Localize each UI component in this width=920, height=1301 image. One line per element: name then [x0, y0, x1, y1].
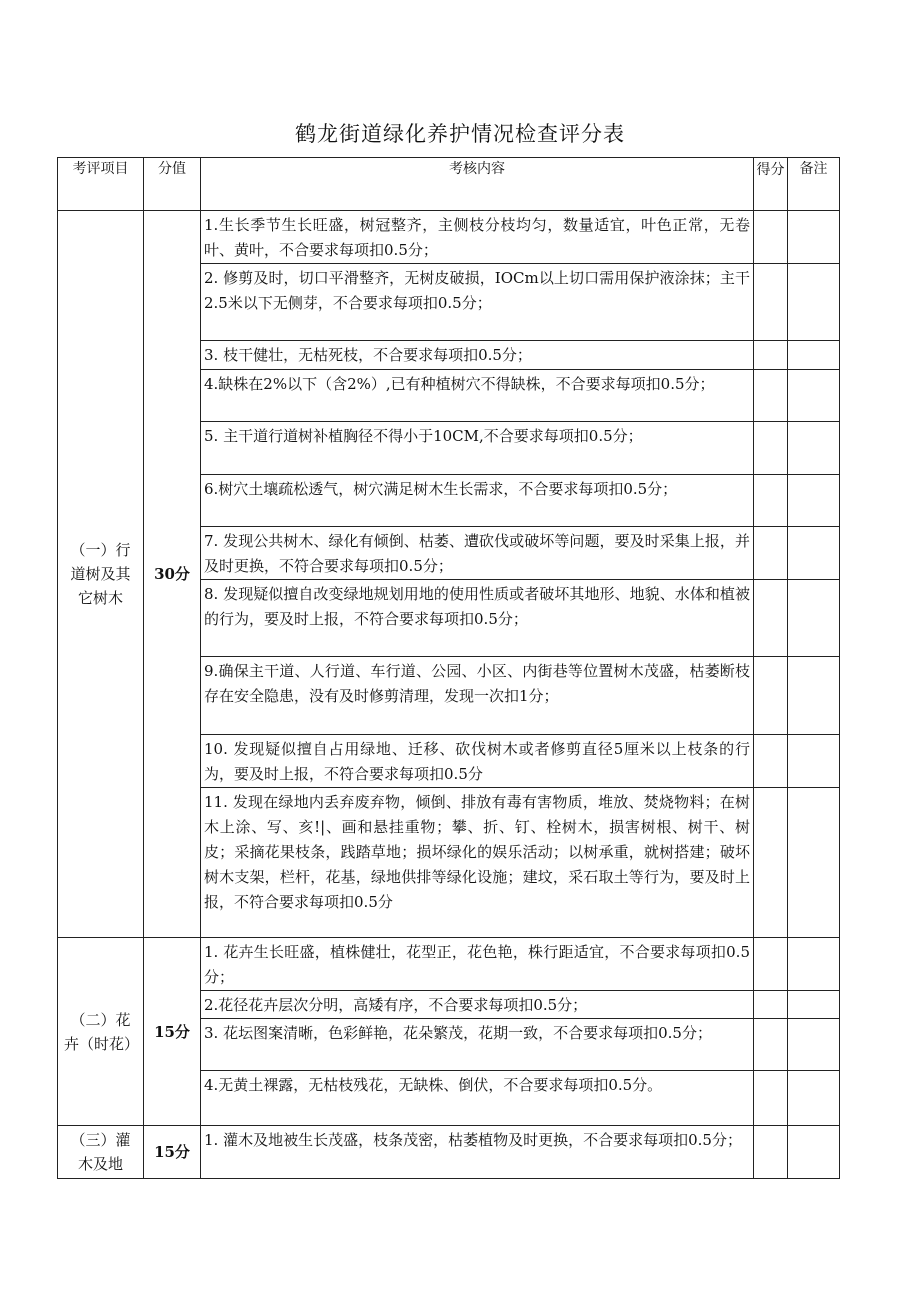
- table-row: [58, 1126, 840, 1179]
- item-content: 4.缺株在2%以下（含2%）,已有种植树穴不得缺株，不合要求每项扣0.5分；: [201, 370, 754, 422]
- note-cell[interactable]: [788, 370, 840, 422]
- score-cell[interactable]: [754, 735, 788, 788]
- score-cell[interactable]: [754, 527, 788, 580]
- score-cell[interactable]: [754, 422, 788, 475]
- item-content: 3. 花坛图案清晰，色彩鲜艳，花朵繁茂，花期一致，不合要求每项扣0.5分；: [201, 1019, 754, 1071]
- table-row: [58, 938, 840, 991]
- note-cell[interactable]: [788, 1019, 840, 1071]
- note-cell[interactable]: [788, 341, 840, 370]
- item-content: 1.生长季节生长旺盛，树冠整齐，主侧枝分枝均匀，数量适宜，叶色正常，无卷叶、黄叶，不合要求每项扣0.5分；: [201, 211, 754, 264]
- score-cell[interactable]: [754, 264, 788, 341]
- score-cell[interactable]: [754, 788, 788, 938]
- score-cell[interactable]: [754, 211, 788, 264]
- note-cell[interactable]: [788, 788, 840, 938]
- score-cell[interactable]: [754, 657, 788, 735]
- score-cell[interactable]: [754, 341, 788, 370]
- score-cell[interactable]: [754, 1126, 788, 1179]
- section-category: （一）行道树及其它树木: [58, 211, 144, 938]
- note-cell[interactable]: [788, 211, 840, 264]
- section-category: （三）灌木及地: [58, 1126, 144, 1179]
- header-content: 考核内容: [201, 158, 754, 211]
- note-cell[interactable]: [788, 580, 840, 657]
- table-row: [58, 211, 840, 264]
- item-content: 3. 枝干健壮，无枯死枝，不合要求每项扣0.5分；: [201, 341, 754, 370]
- score-cell[interactable]: [754, 938, 788, 991]
- note-cell[interactable]: [788, 527, 840, 580]
- item-content: 5. 主干道行道树补植胸径不得小于10CM,不合要求每项扣0.5分；: [201, 422, 754, 475]
- score-cell[interactable]: [754, 370, 788, 422]
- score-table: [57, 157, 840, 1179]
- item-content: 6.树穴土壤疏松透气，树穴满足树木生长需求，不合要求每项扣0.5分；: [201, 475, 754, 527]
- header-note: 备注: [788, 158, 840, 211]
- section-category: （二）花卉（时花）: [58, 938, 144, 1126]
- item-content: 1. 花卉生长旺盛，植株健壮，花型正，花色艳，株行距适宜，不合要求每项扣0.5分；: [201, 938, 754, 991]
- note-cell[interactable]: [788, 991, 840, 1019]
- score-cell[interactable]: [754, 475, 788, 527]
- item-content: 9.确保主干道、人行道、车行道、公园、小区、内街巷等位置树木茂盛，枯萎断枝存在安全隐患，没有及时修剪清理，发现一次扣1分；: [201, 657, 754, 735]
- header-category: 考评项目: [58, 158, 144, 211]
- score-cell[interactable]: [754, 991, 788, 1019]
- item-content: 7. 发现公共树木、绿化有倾倒、枯萎、遭砍伐或破坏等问题，要及时采集上报，并及时更换，不符合要求每项扣0.5分；: [201, 527, 754, 580]
- section-value: 30分: [144, 211, 201, 938]
- item-content: 11. 发现在绿地内丢弃废弃物，倾倒、排放有毒有害物质，堆放、焚烧物料；在树木上涂、写、亥!|、画和悬挂重物；攀、折、钉、栓树木，损害树根、树干、树皮；采摘花果枝条，践踏草地；损坏绿化的娱乐活动；以树承重，就树搭建；破坏树木支架，栏杆，花基，绿地供排等绿化设施；建坟，采石取土等行为，要及时上报，不符合要求每项扣0.5分: [201, 788, 754, 938]
- section-value: 15分: [144, 938, 201, 1126]
- header-row: [58, 158, 840, 211]
- note-cell[interactable]: [788, 938, 840, 991]
- page-title: 鹤龙街道绿化养护情况检查评分表: [295, 122, 625, 146]
- note-cell[interactable]: [788, 1071, 840, 1126]
- note-cell[interactable]: [788, 264, 840, 341]
- note-cell[interactable]: [788, 422, 840, 475]
- section-value: 15分: [144, 1126, 201, 1179]
- header-score: 得分: [754, 158, 788, 211]
- item-content: 10. 发现疑似擅自占用绿地、迁移、砍伐树木或者修剪直径5厘米以上枝条的行为，要及时上报，不符合要求每项扣0.5分: [201, 735, 754, 788]
- note-cell[interactable]: [788, 1126, 840, 1179]
- score-cell[interactable]: [754, 1071, 788, 1126]
- score-cell[interactable]: [754, 1019, 788, 1071]
- header-value: 分值: [144, 158, 201, 211]
- note-cell[interactable]: [788, 735, 840, 788]
- note-cell[interactable]: [788, 657, 840, 735]
- item-content: 4.无黄土裸露，无枯枝残花，无缺株、倒伏，不合要求每项扣0.5分。: [201, 1071, 754, 1126]
- item-content: 2. 修剪及时，切口平滑整齐，无树皮破损，IOCm以上切口需用保护液涂抹；主干2.5米以下无侧芽，不合要求每项扣0.5分；: [201, 264, 754, 341]
- note-cell[interactable]: [788, 475, 840, 527]
- item-content: 8. 发现疑似擅自改变绿地规划用地的使用性质或者破坏其地形、地貌、水体和植被的行为，要及时上报，不符合要求每项扣0.5分；: [201, 580, 754, 657]
- item-content: 2.花径花卉层次分明，高矮有序，不合要求每项扣0.5分；: [201, 991, 754, 1019]
- item-content: 1. 灌木及地被生长茂盛，枝条茂密，枯萎植物及时更换，不合要求每项扣0.5分；: [201, 1126, 754, 1179]
- score-cell[interactable]: [754, 580, 788, 657]
